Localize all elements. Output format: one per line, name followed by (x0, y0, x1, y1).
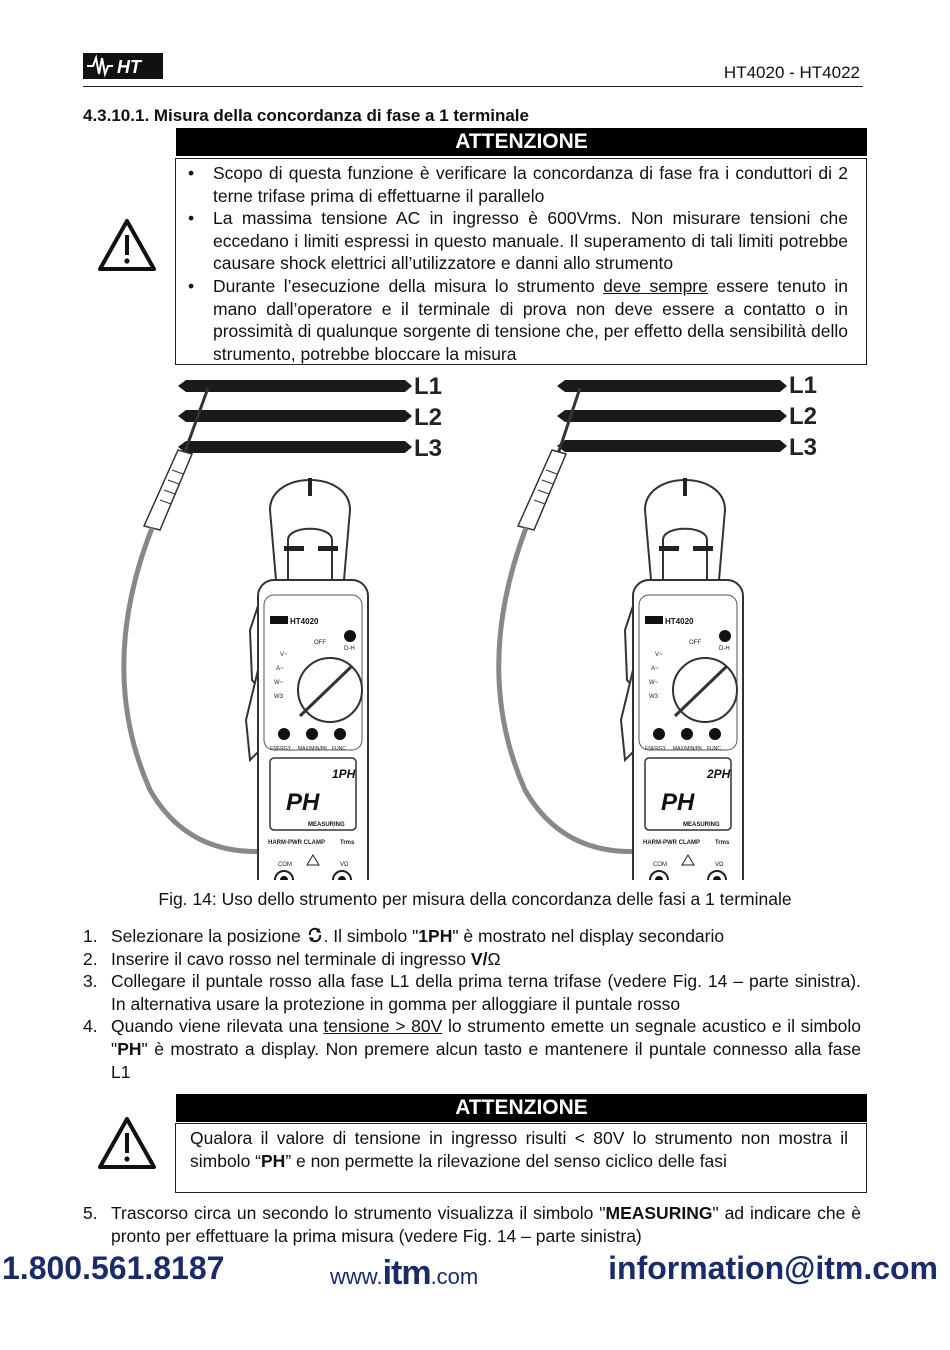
figure-caption: Fig. 14: Uso dello strumento per misura della concordanza delle fasi a 1 terminale (158, 889, 792, 909)
section-title: 4.3.10.1. Misura della concordanza di fase a 1 terminale (83, 106, 529, 125)
phase-label: L2 (414, 404, 443, 431)
phase-label: L3 (414, 435, 443, 462)
underlined-text: deve sempre (603, 275, 708, 296)
meter-model: HT4020 (290, 617, 319, 626)
step-text: Ω (487, 948, 501, 969)
step-text: " è mostrato nel display secondario (452, 926, 725, 946)
step-text: Collegare il puntale rosso alla fase L1 della prima terna trifase (vedere Fig. 14 – parte sinistra). In alternativa usare la protezione in gomma per alloggiare il puntale rosso (111, 971, 861, 1014)
step-3 (83, 970, 861, 1015)
step-text: " ad indicare che è pronto per effettuare la prima misura (vedere Fig. 14 – parte sinistra) (111, 1203, 862, 1246)
step-bold: V/ (470, 948, 488, 969)
com-label: COM (653, 862, 667, 868)
warning-bullet: • La massima tensione AC in ingresso è 600Vrms. Non misurare tensioni che eccedano i limiti espressi in questo manuale. Il superamento di tali limiti potrebbe causare shock elettrici all’utilizzatore e danni allo strumento (180, 207, 848, 275)
dial-label: V~ (655, 652, 663, 658)
step-text: Trascorso circa un secondo lo strumento visualizza il simbolo " (111, 1203, 606, 1223)
phase-label: L2 (789, 403, 818, 430)
vohm-label: VΩ (340, 862, 349, 868)
warning-triangle-icon (97, 218, 157, 272)
step-number: 1. (83, 926, 98, 946)
button-label: MAX/MIN/PK (298, 746, 328, 752)
step-4 (83, 1015, 861, 1083)
step-bold: MEASURING (605, 1203, 713, 1223)
dial-label: W~ (274, 680, 284, 686)
lcd-main: PH (661, 789, 695, 816)
lcd-secondary: 2PH (707, 767, 731, 781)
figure-14 (110, 370, 870, 880)
button-label: FUNC (707, 746, 721, 752)
warning-bullet: • Scopo di questa funzione è verificare la concordanza di fase fra i conduttori di 2 terne trifase prima di effettuarne il parallelo (180, 162, 848, 207)
model-name: HT4020 - HT4022 (723, 63, 860, 82)
web-prefix: www. (330, 1264, 383, 1289)
dial-label: OFF (689, 640, 701, 646)
hold-label: D-H (344, 646, 355, 652)
warning-triangle-icon (97, 1116, 157, 1170)
vohm-label: VΩ (715, 862, 724, 868)
clamp-meter-right (621, 478, 743, 880)
lcd-secondary: 1PH (332, 767, 356, 781)
steps-list (83, 925, 861, 1083)
rotation-symbol-icon (306, 926, 324, 942)
header-divider (83, 86, 863, 87)
step-5 (83, 1202, 861, 1247)
phase-conductors-right (557, 372, 817, 461)
logo-text: HT (117, 57, 141, 77)
step-number: 2. (83, 948, 98, 969)
footer-website[interactable] (330, 1254, 478, 1293)
lcd-status: MEASURING (308, 822, 345, 828)
lcd-main: PH (286, 789, 320, 816)
trms-label: Trms (340, 840, 355, 846)
phase-label: L1 (414, 373, 443, 400)
bullet-text: essere tenuto in mano dall’operatore e il terminale di prova non deve essere a contatto o in prossimità di qualunque sorgente di tensione che, per effetto della sensibilità dello strumento, potrebbe bloccare la misura (213, 275, 848, 364)
step-text: Selezionare la posizione (111, 926, 306, 946)
dial-label: A~ (651, 666, 659, 672)
web-suffix: .com (430, 1264, 479, 1289)
step-text: Inserire il cavo rosso nel terminale di ingresso (111, 948, 471, 969)
phase-label: L1 (789, 372, 818, 399)
meter-model: HT4020 (665, 617, 694, 626)
dial-label: W3 (274, 694, 283, 700)
footer-phone[interactable]: 1.800.561.8187 (2, 1250, 225, 1286)
trms-label: Trms (715, 840, 730, 846)
footer-email[interactable]: information@itm.com (608, 1250, 938, 1286)
dial-label: OFF (314, 640, 326, 646)
steps-list-continued (83, 1202, 861, 1247)
warning-text: ” e non permette la rilevazione del senso ciclico delle fasi (285, 1150, 727, 1171)
button-label: ENERGY (645, 746, 667, 752)
step-2 (83, 948, 861, 971)
step-bold: 1PH (418, 926, 453, 946)
clamp-meter-left (246, 478, 368, 880)
button-label: MAX/MIN/PK (673, 746, 703, 752)
warning-title: ATTENZIONE (176, 128, 867, 156)
web-brand: itm (382, 1254, 431, 1292)
warning-bold: PH (261, 1150, 286, 1171)
hold-label: D-H (719, 646, 730, 652)
phase-label: L3 (789, 434, 818, 461)
warning-title: ATTENZIONE (176, 1094, 867, 1122)
bullet-text: Durante l’esecuzione della misura lo strumento (213, 275, 604, 296)
step-text: lo strumento emette un segnale acustico e il simbolo " (111, 1016, 862, 1059)
brand-label: HARM-PWR CLAMP (643, 840, 700, 846)
warning-text: Qualora il valore di tensione in ingresso risulti < 80V lo strumento non mostra il simbolo “ (190, 1128, 848, 1171)
step-text: Quando viene rilevata una (111, 1016, 324, 1037)
step-number: 5. (83, 1203, 98, 1223)
dial-label: W~ (649, 680, 659, 686)
step-bold: PH (117, 1038, 142, 1059)
warning-box (175, 1123, 867, 1193)
ht-logo (83, 53, 163, 79)
warning-bullet (180, 275, 848, 365)
warning-box (175, 158, 867, 365)
com-label: COM (278, 862, 292, 868)
button-label: ENERGY (270, 746, 292, 752)
lcd-status: MEASURING (683, 822, 720, 828)
step-1 (83, 925, 861, 948)
step-text: " è mostrato a display. Non premere alcun tasto e mantenere il puntale connesso alla fase L1 (111, 1038, 861, 1082)
step-number: 4. (83, 1016, 98, 1037)
step-number: 3. (83, 971, 98, 992)
dial-label: A~ (276, 666, 284, 672)
brand-label: HARM-PWR CLAMP (268, 840, 325, 846)
button-label: FUNC (332, 746, 346, 752)
dial-label: V~ (280, 652, 288, 658)
step-text: . Il simbolo " (323, 926, 419, 946)
phase-conductors-left (178, 373, 442, 462)
dial-label: W3 (649, 694, 658, 700)
underlined-text: tensione > 80V (323, 1016, 443, 1037)
